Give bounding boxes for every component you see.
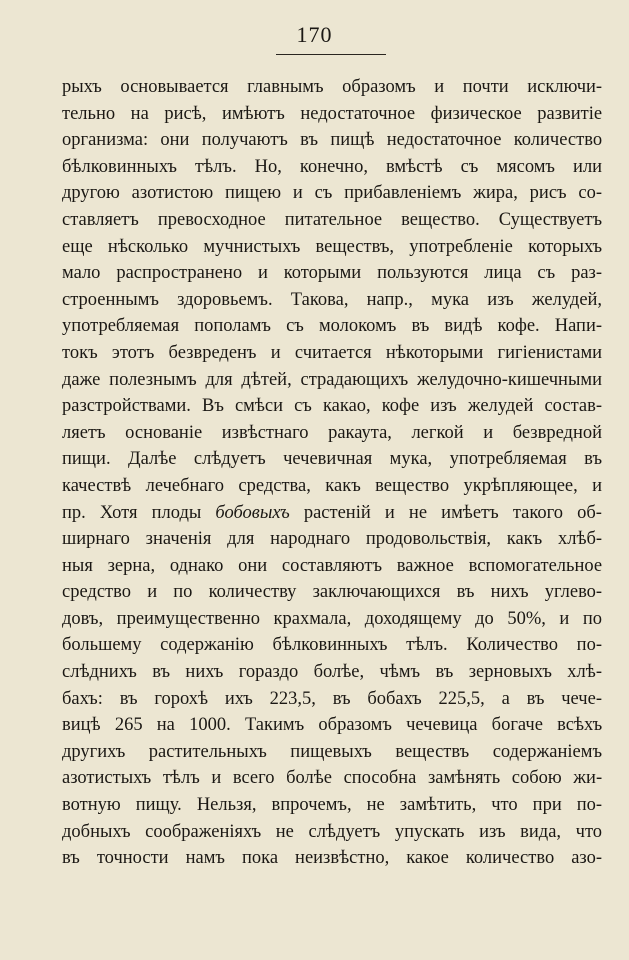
text-line: пр. Хотя плоды бобовыхъ растеній и не имѣетъ такого об- — [62, 502, 602, 523]
text-line: разстройствами. Въ смѣси съ какао, кофе изъ желудей состав- — [62, 396, 603, 417]
text-line: рыхъ основывается главнымъ образомъ и почти исключи- — [62, 77, 603, 97]
body-text — [62, 74, 602, 872]
text-line: въ точности намъ пока неизвѣстно, какое количество азо- — [62, 848, 603, 869]
text-line: ставляетъ превосходное питательное вещество. Существуетъ — [62, 209, 603, 230]
page-number: 170 — [296, 22, 333, 47]
text-line: ныя зерна, однако они составляютъ важное вспомогательное — [62, 555, 603, 576]
text-line: слѣднихъ въ нихъ гораздо болѣе, чѣмъ въ зерновыхъ хлѣ- — [62, 662, 602, 683]
text-line: даже полезнымъ для дѣтей, страдающихъ желудочно-кишечными — [62, 369, 602, 390]
text-line: добныхъ соображеніяхъ не слѣдуетъ упускать изъ вида, что — [62, 821, 603, 842]
text-line: еще нѣсколько мучнистыхъ веществъ, употребленіе которыхъ — [62, 236, 603, 257]
text-line: большему содержанію бѣлковинныхъ тѣлъ. Количество по- — [62, 635, 602, 656]
header-rule — [276, 54, 386, 55]
text-line: токъ этотъ безвреденъ и считается нѣкоторыми гигіенистами — [62, 342, 603, 363]
text-line: ляетъ основаніе извѣстнаго ракаута, легкой и безвредной — [62, 422, 603, 443]
text-line: другою азотистою пищею и съ прибавленіемъ жира, рисъ со- — [62, 183, 603, 204]
text-line: вицѣ 265 на 1000. Такимъ образомъ чечевица богаче всѣхъ — [62, 715, 603, 736]
text-line: бахъ: въ горохѣ ихъ 223,5, въ бобахъ 225,5, а въ чече- — [62, 688, 602, 709]
text-line: употребляемая пополамъ съ молокомъ въ видѣ кофе. Напи- — [62, 316, 603, 337]
text-line: мало распространено и которыми пользуются лица съ раз- — [62, 263, 603, 284]
text-line: средство и по количеству заключающихся въ нихъ углево- — [62, 582, 603, 603]
text-line: ширнаго значенія для народнаго продовольствія, какъ хлѣб- — [62, 529, 603, 550]
text-line: пищи. Далѣе слѣдуетъ чечевичная мука, употребляемая въ — [62, 449, 603, 470]
text-line: организма: они получаютъ въ пищѣ недостаточное количество — [62, 130, 603, 151]
text-line: довъ, преимущественно крахмала, доходящему до 50%, и по — [62, 608, 603, 629]
text-line: вотную пищу. Нельзя, впрочемъ, не замѣтить, что при по- — [62, 795, 603, 816]
text-line: другихъ растительныхъ пищевыхъ веществъ содержаніемъ — [62, 741, 603, 762]
text-line: тельно на рисѣ, имѣютъ недостаточное физическое развитіе — [62, 103, 603, 124]
text-line: качествѣ лечебнаго средства, какъ вещество укрѣпляющее, и — [62, 475, 603, 496]
text-line: строеннымъ здоровьемъ. Такова, напр., мука изъ желудей, — [62, 289, 603, 310]
text-line: азотистыхъ тѣлъ и всего болѣе способна замѣнять собою жи- — [62, 768, 603, 789]
text-line: бѣлковинныхъ тѣлъ. Но, конечно, вмѣстѣ съ мясомъ или — [62, 156, 603, 177]
